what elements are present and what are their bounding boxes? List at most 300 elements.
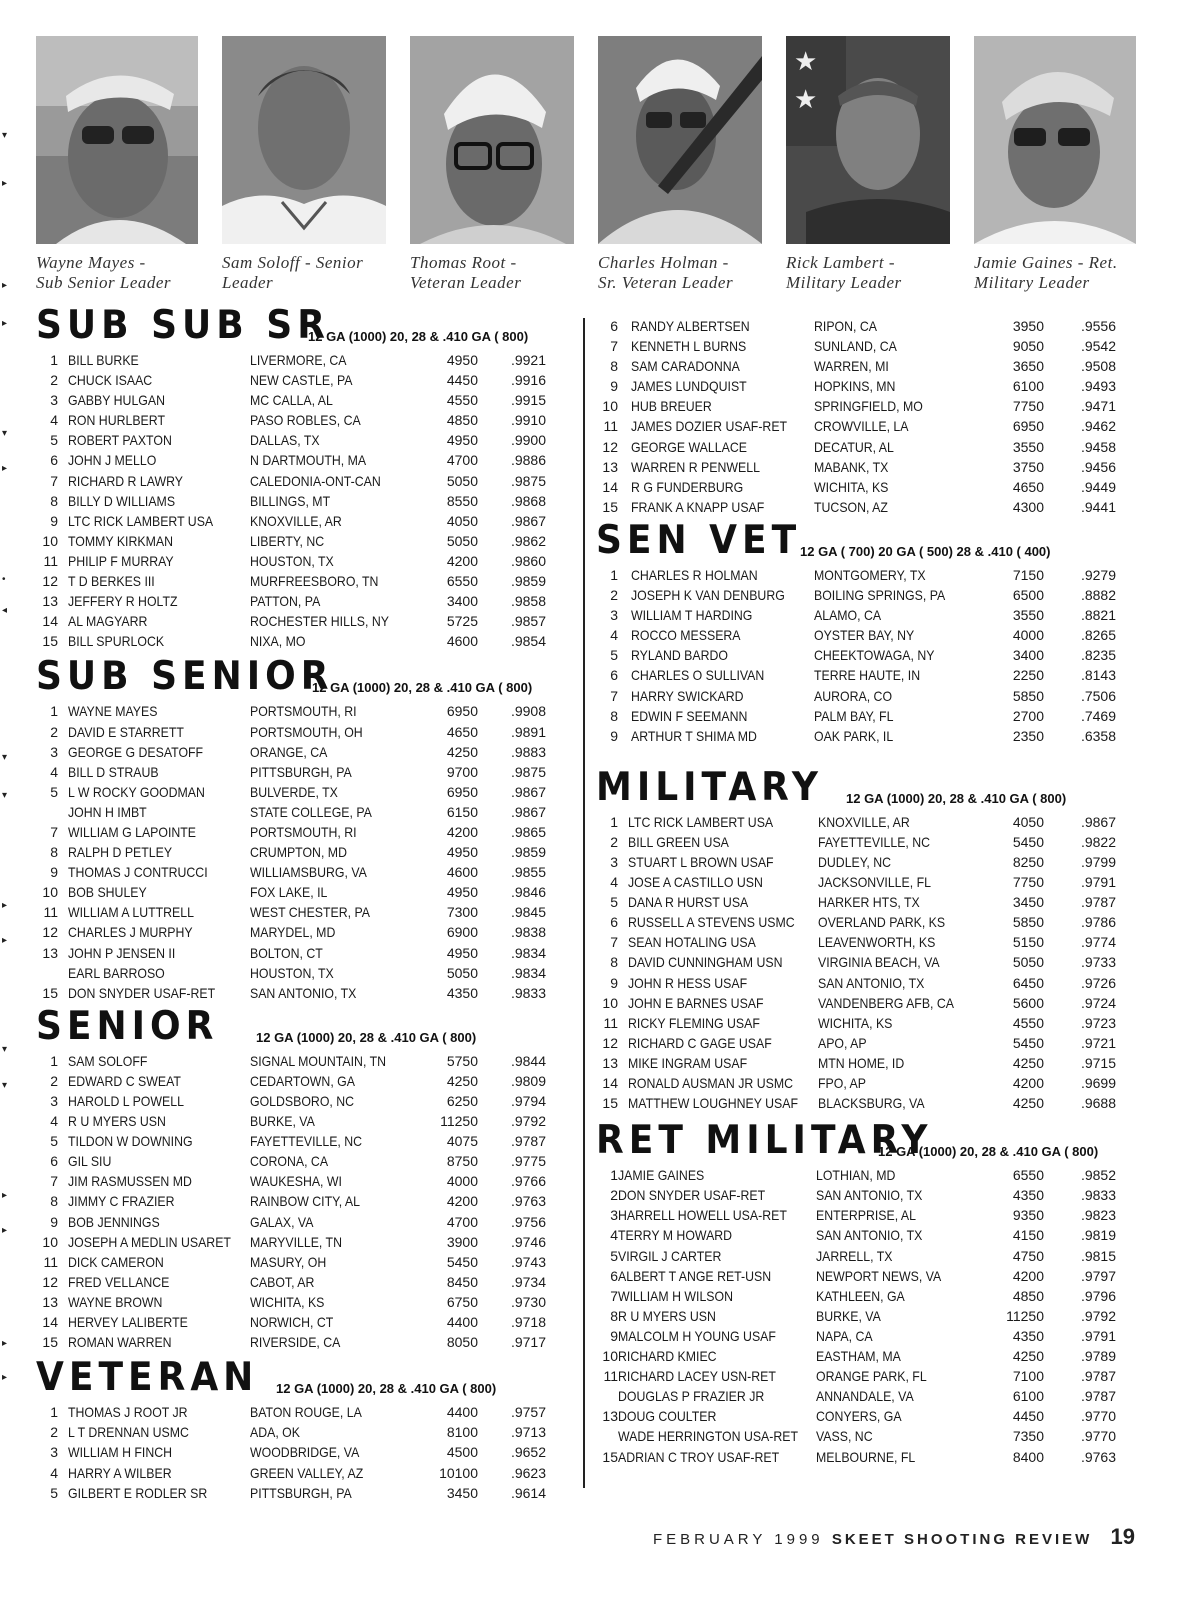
targets-cell: 6750 [446, 1293, 478, 1310]
city-cell: HOUSTON, TX [250, 964, 334, 981]
name-cell: ARTHUR T SHIMA MD [631, 727, 757, 744]
section-senior [36, 1004, 580, 1352]
city-cell: N DARTMOUTH, MA [250, 452, 367, 469]
name-cell: GILBERT E RODLER SR [68, 1484, 208, 1501]
table-row [596, 316, 1142, 336]
targets-cell: 9050 [1012, 338, 1044, 355]
average-cell: .9921 [510, 352, 546, 368]
rank-cell: 2 [50, 1072, 58, 1089]
city-cell: BURKE, VA [250, 1113, 315, 1130]
targets-cell: 6100 [1012, 378, 1044, 395]
average-cell: .9757 [510, 1404, 546, 1421]
table-row [596, 605, 1142, 625]
rank-cell: 6 [610, 667, 618, 684]
gauge-label: 12 GA (1000) 20, 28 & .410 GA ( 800) [276, 1381, 497, 1397]
targets-cell: 5050 [446, 532, 478, 549]
targets-cell: 5050 [1012, 954, 1044, 971]
table-row [596, 932, 1142, 952]
average-cell: .9855 [510, 864, 546, 881]
name-cell: PHILIP F MURRAY [68, 552, 174, 569]
table-row [36, 1051, 580, 1071]
targets-cell: 4000 [1012, 627, 1044, 644]
table-row [596, 852, 1142, 872]
targets-cell: 4950 [446, 352, 478, 368]
name-cell: WAYNE BROWN [68, 1293, 163, 1310]
table-row [596, 336, 1142, 356]
targets-cell: 4600 [446, 864, 478, 881]
targets-cell: 4600 [446, 633, 478, 650]
average-cell: .8143 [1080, 667, 1116, 684]
average-cell: .9875 [510, 763, 546, 780]
table-row [36, 430, 580, 450]
average-cell: .9721 [1080, 1034, 1116, 1051]
rank-cell: 1 [50, 703, 58, 720]
caption-line: Rick Lambert - [786, 253, 895, 272]
average-cell: .9792 [510, 1113, 546, 1130]
rank-cell: 11 [43, 1253, 58, 1270]
leader-photo [36, 36, 198, 244]
rank-cell: 7 [610, 1287, 618, 1304]
city-cell: FAYETTEVILLE, NC [250, 1133, 363, 1150]
targets-cell: 9700 [446, 763, 478, 780]
city-cell: MURFREESBORO, TN [250, 573, 379, 590]
rank-cell: 8 [610, 954, 618, 971]
name-cell: GEORGE WALLACE [631, 438, 747, 455]
table-row [36, 1422, 580, 1442]
name-cell: RICKY FLEMING USAF [628, 1014, 760, 1031]
city-cell: MARYVILLE, TN [250, 1233, 342, 1250]
city-cell: TERRE HAUTE, IN [814, 667, 921, 684]
section-title: SENIOR [36, 1004, 219, 1049]
name-cell: EDWARD C SWEAT [68, 1072, 181, 1089]
name-cell: SAM SOLOFF [68, 1052, 148, 1069]
results-table [596, 812, 1142, 1113]
targets-cell: 8050 [446, 1334, 478, 1351]
results-table [596, 316, 1142, 517]
table-row [36, 1402, 580, 1422]
average-cell: .9819 [1080, 1227, 1116, 1244]
name-cell: STUART L BROWN USAF [628, 853, 774, 870]
targets-cell: 4250 [446, 1072, 478, 1089]
section-title: MILITARY [596, 765, 823, 810]
city-cell: PORTSMOUTH, RI [250, 703, 357, 720]
name-cell: JOHN R HESS USAF [628, 974, 748, 991]
name-cell: GIL SIU [68, 1153, 112, 1170]
margin-mark: ▸ [2, 280, 8, 291]
targets-cell: 4200 [446, 1193, 478, 1210]
city-cell: PORTSMOUTH, OH [250, 723, 363, 740]
average-cell: .8882 [1080, 587, 1116, 604]
name-cell: LTC RICK LAMBERT USA [628, 813, 774, 830]
margin-mark: ▸ [2, 1225, 8, 1236]
table-row [596, 565, 1142, 585]
city-cell: CABOT, AR [250, 1273, 315, 1290]
city-cell: VIRGINIA BEACH, VA [818, 954, 940, 971]
targets-cell: 4650 [446, 723, 478, 740]
name-cell: JOSEPH A MEDLIN USARET [68, 1233, 231, 1250]
average-cell: .9900 [510, 432, 546, 449]
average-cell: .8235 [1080, 647, 1116, 664]
rank-cell: 2 [50, 723, 58, 740]
section-sub-sub-sr [36, 303, 580, 651]
rank-cell: 10 [42, 1233, 58, 1250]
name-cell: VIRGIL J CARTER [618, 1247, 722, 1264]
table-row [36, 511, 580, 531]
table-row [36, 571, 580, 591]
targets-cell: 5450 [1012, 833, 1044, 850]
name-cell: MATTHEW LOUGHNEY USAF [628, 1095, 798, 1112]
targets-cell: 2700 [1012, 707, 1044, 724]
targets-cell: 4050 [1012, 813, 1044, 830]
table-row [596, 477, 1142, 497]
rank-cell: 2 [50, 1424, 58, 1441]
rank-cell: 13 [602, 1408, 618, 1425]
table-row [596, 1225, 1142, 1245]
name-cell: WAYNE MAYES [68, 703, 158, 720]
section-title: VETERAN [36, 1355, 259, 1401]
city-cell: PITTSBURGH, PA [250, 763, 352, 780]
targets-cell: 7300 [446, 904, 478, 921]
table-row [36, 1292, 580, 1312]
average-cell: .9868 [510, 492, 546, 509]
table-row [36, 1463, 580, 1483]
average-cell: .9456 [1080, 458, 1116, 475]
average-cell: .9852 [1080, 1167, 1116, 1184]
name-cell: JEFFERY R HOLTZ [68, 593, 178, 610]
caption-line: Military Leader [974, 273, 1090, 292]
name-cell: HAROLD L POWELL [68, 1093, 184, 1109]
rank-cell: 1 [610, 813, 618, 830]
photo-card [410, 36, 574, 293]
average-cell: .9726 [1080, 974, 1116, 991]
city-cell: SPRINGFIELD, MO [814, 398, 923, 415]
city-cell: FAYETTEVILLE, NC [818, 833, 931, 850]
name-cell: ALBERT T ANGE RET-USN [618, 1267, 772, 1284]
average-cell: .7506 [1080, 687, 1116, 704]
rank-cell: 2 [610, 1187, 618, 1204]
table-row [36, 1191, 580, 1211]
rank-cell: 10 [42, 532, 58, 549]
table-row [596, 812, 1142, 832]
city-cell: EASTHAM, MA [816, 1348, 901, 1365]
margin-mark: ▸ [2, 1372, 8, 1383]
table-row [596, 912, 1142, 932]
targets-cell: 4400 [446, 1314, 478, 1331]
table-row [596, 1246, 1142, 1266]
average-cell: .9713 [510, 1424, 546, 1441]
name-cell: JOSEPH K VAN DENBURG [631, 587, 785, 604]
table-row [36, 882, 580, 902]
targets-cell: 6250 [446, 1093, 478, 1109]
average-cell: .9875 [510, 472, 546, 489]
city-cell: SAN ANTONIO, TX [816, 1187, 923, 1204]
city-cell: AURORA, CO [814, 687, 893, 704]
table-row [36, 701, 580, 721]
targets-cell: 4200 [1012, 1075, 1044, 1091]
name-cell: RICHARD R LAWRY [68, 472, 184, 489]
city-cell: MONTGOMERY, TX [814, 566, 926, 583]
name-cell: TILDON W DOWNING [68, 1133, 193, 1150]
average-cell: .9822 [1080, 833, 1116, 850]
photo-card [974, 36, 1136, 293]
average-cell: .9787 [1080, 1368, 1116, 1385]
table-row [596, 1013, 1142, 1033]
targets-cell: 6150 [446, 803, 478, 820]
table-row [596, 1386, 1142, 1406]
results-table [36, 1051, 580, 1352]
targets-cell: 6950 [446, 703, 478, 720]
name-cell: CHUCK ISAAC [68, 372, 153, 389]
margin-mark: ▸ [2, 900, 8, 911]
average-cell: .9867 [1080, 813, 1116, 830]
table-row [36, 902, 580, 922]
targets-cell: 4250 [1012, 1054, 1044, 1071]
table-row [596, 952, 1142, 972]
city-cell: GOLDSBORO, NC [250, 1093, 355, 1109]
targets-cell: 8400 [1012, 1448, 1044, 1465]
city-cell: WICHITA, KS [250, 1293, 325, 1310]
table-row [36, 722, 580, 742]
name-cell: BILL BURKE [68, 352, 139, 368]
table-row [36, 471, 580, 491]
city-cell: WAUKESHA, WI [250, 1173, 342, 1190]
rank-cell: 11 [603, 418, 618, 435]
name-cell: L W ROCKY GOODMAN [68, 783, 205, 800]
targets-cell: 3450 [1012, 894, 1044, 911]
table-row [596, 416, 1142, 436]
rank-cell: 8 [610, 1307, 618, 1324]
table-row [36, 963, 580, 983]
rank-cell: 8 [50, 844, 58, 861]
name-cell: JOSE A CASTILLO USN [628, 874, 763, 891]
average-cell: .9867 [510, 783, 546, 800]
average-cell: .9910 [510, 412, 546, 429]
name-cell: DOUG COULTER [618, 1408, 717, 1425]
city-cell: CHEEKTOWAGA, NY [814, 647, 935, 664]
margin-mark: ▾ [2, 428, 8, 439]
city-cell: BATON ROUGE, LA [250, 1404, 362, 1421]
table-row [596, 645, 1142, 665]
city-cell: OYSTER BAY, NY [814, 627, 915, 644]
rank-cell: 1 [610, 566, 618, 583]
rank-cell: 3 [610, 607, 618, 624]
name-cell: L T DRENNAN USMC [68, 1424, 189, 1441]
table-row [36, 1442, 580, 1462]
table-row [596, 1306, 1142, 1326]
table-row [596, 872, 1142, 892]
name-cell: TERRY M HOWARD [618, 1227, 733, 1244]
targets-cell: 4700 [446, 1213, 478, 1230]
name-cell: DANA R HURST USA [628, 894, 749, 911]
name-cell: HUB BREUER [631, 398, 712, 415]
targets-cell: 6500 [1012, 587, 1044, 604]
table-row [36, 943, 580, 963]
name-cell: RANDY ALBERTSEN [631, 318, 750, 334]
rank-cell: 2 [610, 587, 618, 604]
average-cell: .7469 [1080, 707, 1116, 724]
targets-cell: 4350 [1012, 1327, 1044, 1344]
city-cell: WARREN, MI [814, 358, 889, 375]
average-cell: .9915 [510, 392, 546, 409]
city-cell: CALEDONIA-ONT-CAN [250, 472, 381, 489]
rank-cell: 10 [602, 398, 618, 415]
name-cell: FRANK A KNAPP USAF [631, 498, 765, 515]
table-row [36, 370, 580, 390]
targets-cell: 3550 [1012, 607, 1044, 624]
table-row [36, 1483, 580, 1503]
rank-cell: 13 [602, 1054, 618, 1071]
rank-cell: 11 [43, 904, 58, 921]
targets-cell: 4650 [1012, 478, 1044, 495]
rank-cell: 7 [610, 934, 618, 951]
city-cell: BILLINGS, MT [250, 492, 331, 509]
rank-cell: 4 [50, 1464, 58, 1481]
targets-cell: 7350 [1012, 1428, 1044, 1445]
table-row [596, 1406, 1142, 1426]
average-cell: .9699 [1080, 1075, 1116, 1091]
name-cell: T D BERKES III [68, 573, 155, 590]
table-row [36, 611, 580, 631]
table-row [36, 551, 580, 571]
average-cell: .9867 [510, 803, 546, 820]
table-row [36, 862, 580, 882]
rank-cell: 7 [50, 472, 58, 489]
leader-photos [0, 36, 1200, 296]
average-cell: .9614 [510, 1484, 546, 1501]
rank-cell: 9 [610, 974, 618, 991]
section-veteran [36, 1355, 580, 1502]
rank-cell: 1 [50, 1052, 58, 1069]
name-cell: BOB SHULEY [68, 884, 147, 901]
name-cell: EDWIN F SEEMANN [631, 707, 748, 724]
average-cell: .9859 [510, 844, 546, 861]
name-cell: GEORGE G DESATOFF [68, 743, 204, 760]
name-cell: CHARLES J MURPHY [68, 924, 193, 941]
city-cell: WILLIAMSBURG, VA [250, 864, 367, 881]
city-cell: MARYDEL, MD [250, 924, 336, 941]
targets-cell: 4950 [446, 432, 478, 449]
targets-cell: 5600 [1012, 994, 1044, 1011]
city-cell: ENTERPRISE, AL [816, 1207, 916, 1224]
average-cell: .9833 [510, 984, 546, 1001]
table-row [36, 1151, 580, 1171]
city-cell: GALAX, VA [250, 1213, 314, 1230]
average-cell: .9844 [510, 1052, 546, 1069]
table-row [36, 390, 580, 410]
targets-cell: 4200 [446, 552, 478, 569]
city-cell: DUDLEY, NC [818, 853, 892, 870]
targets-cell: 4200 [1012, 1267, 1044, 1284]
caption-line: Sub Senior Leader [36, 273, 172, 292]
city-cell: LOTHIAN, MD [816, 1167, 896, 1184]
average-cell: .9797 [1080, 1267, 1116, 1284]
city-cell: TUCSON, AZ [814, 498, 888, 515]
margin-mark: ▸ [2, 1190, 8, 1201]
rank-cell: 13 [42, 593, 58, 610]
rank-cell: 5 [50, 1484, 58, 1501]
table-row [36, 350, 580, 370]
targets-cell: 3750 [1012, 458, 1044, 475]
rank-cell: 12 [42, 924, 58, 941]
city-cell: NEWPORT NEWS, VA [816, 1267, 942, 1284]
left-column [36, 303, 580, 1503]
targets-cell: 7750 [1012, 398, 1044, 415]
city-cell: DECATUR, AL [814, 438, 894, 455]
city-cell: LIVERMORE, CA [250, 352, 347, 368]
caption-line: Leader [222, 273, 274, 292]
table-row [596, 585, 1142, 605]
targets-cell: 7150 [1012, 566, 1044, 583]
name-cell: SEAN HOTALING USA [628, 934, 756, 951]
name-cell: HERVEY LALIBERTE [68, 1314, 188, 1331]
rank-cell: 5 [610, 894, 618, 911]
margin-mark: ▾ [2, 130, 8, 141]
table-row [596, 1366, 1142, 1386]
name-cell: ROMAN WARREN [68, 1334, 172, 1351]
name-cell: RICHARD C GAGE USAF [628, 1034, 772, 1051]
results-table [36, 350, 580, 651]
table-row [596, 1033, 1142, 1053]
average-cell: .9763 [1080, 1448, 1116, 1465]
average-cell: .9845 [510, 904, 546, 921]
average-cell: .9770 [1080, 1428, 1116, 1445]
targets-cell: 3550 [1012, 438, 1044, 455]
city-cell: RIPON, CA [814, 318, 877, 334]
targets-cell: 9350 [1012, 1207, 1044, 1224]
name-cell: JIMMY C FRAZIER [68, 1193, 175, 1210]
rank-cell: 15 [602, 1095, 618, 1112]
targets-cell: 10100 [439, 1464, 478, 1481]
caption-line: Wayne Mayes - [36, 253, 146, 272]
average-cell: .9838 [510, 924, 546, 941]
table-row [596, 1326, 1142, 1346]
targets-cell: 7750 [1012, 874, 1044, 891]
table-row [596, 376, 1142, 396]
city-cell: NIXA, MO [250, 633, 306, 650]
city-cell: OVERLAND PARK, KS [818, 914, 946, 931]
issue-date: FEBRUARY 1999 [652, 1531, 824, 1548]
targets-cell: 5450 [446, 1253, 478, 1270]
rank-cell: 10 [42, 884, 58, 901]
name-cell: WILLIAM A LUTTRELL [68, 904, 194, 921]
rank-cell: 11 [43, 552, 58, 569]
name-cell: BILLY D WILLIAMS [68, 492, 176, 509]
name-cell: ROBERT PAXTON [68, 432, 172, 449]
photo-card [222, 36, 386, 293]
targets-cell: 4200 [446, 823, 478, 840]
average-cell: .9796 [1080, 1287, 1116, 1304]
leader-photo [598, 36, 762, 244]
average-cell: .9794 [510, 1093, 546, 1109]
city-cell: MTN HOME, ID [818, 1054, 905, 1071]
rank-cell: 9 [610, 378, 618, 395]
gauge-label: 12 GA (1000) 20, 28 & .410 GA ( 800) [846, 790, 1067, 806]
caption-line: Thomas Root - [410, 253, 517, 272]
name-cell: DON SNYDER USAF-RET [618, 1187, 766, 1204]
city-cell: PITTSBURGH, PA [250, 1484, 352, 1501]
targets-cell: 4450 [446, 372, 478, 389]
targets-cell: 4550 [446, 392, 478, 409]
rank-cell: 12 [602, 1034, 618, 1051]
rank-cell: 3 [50, 1093, 58, 1109]
targets-cell: 4450 [1012, 1408, 1044, 1425]
name-cell: BILL D STRAUB [68, 763, 159, 780]
results-table [596, 1165, 1142, 1466]
margin-mark: ▸ [2, 318, 8, 329]
average-cell: .9823 [1080, 1207, 1116, 1224]
rank-cell: 15 [602, 1448, 618, 1465]
average-cell: .9652 [510, 1444, 546, 1461]
